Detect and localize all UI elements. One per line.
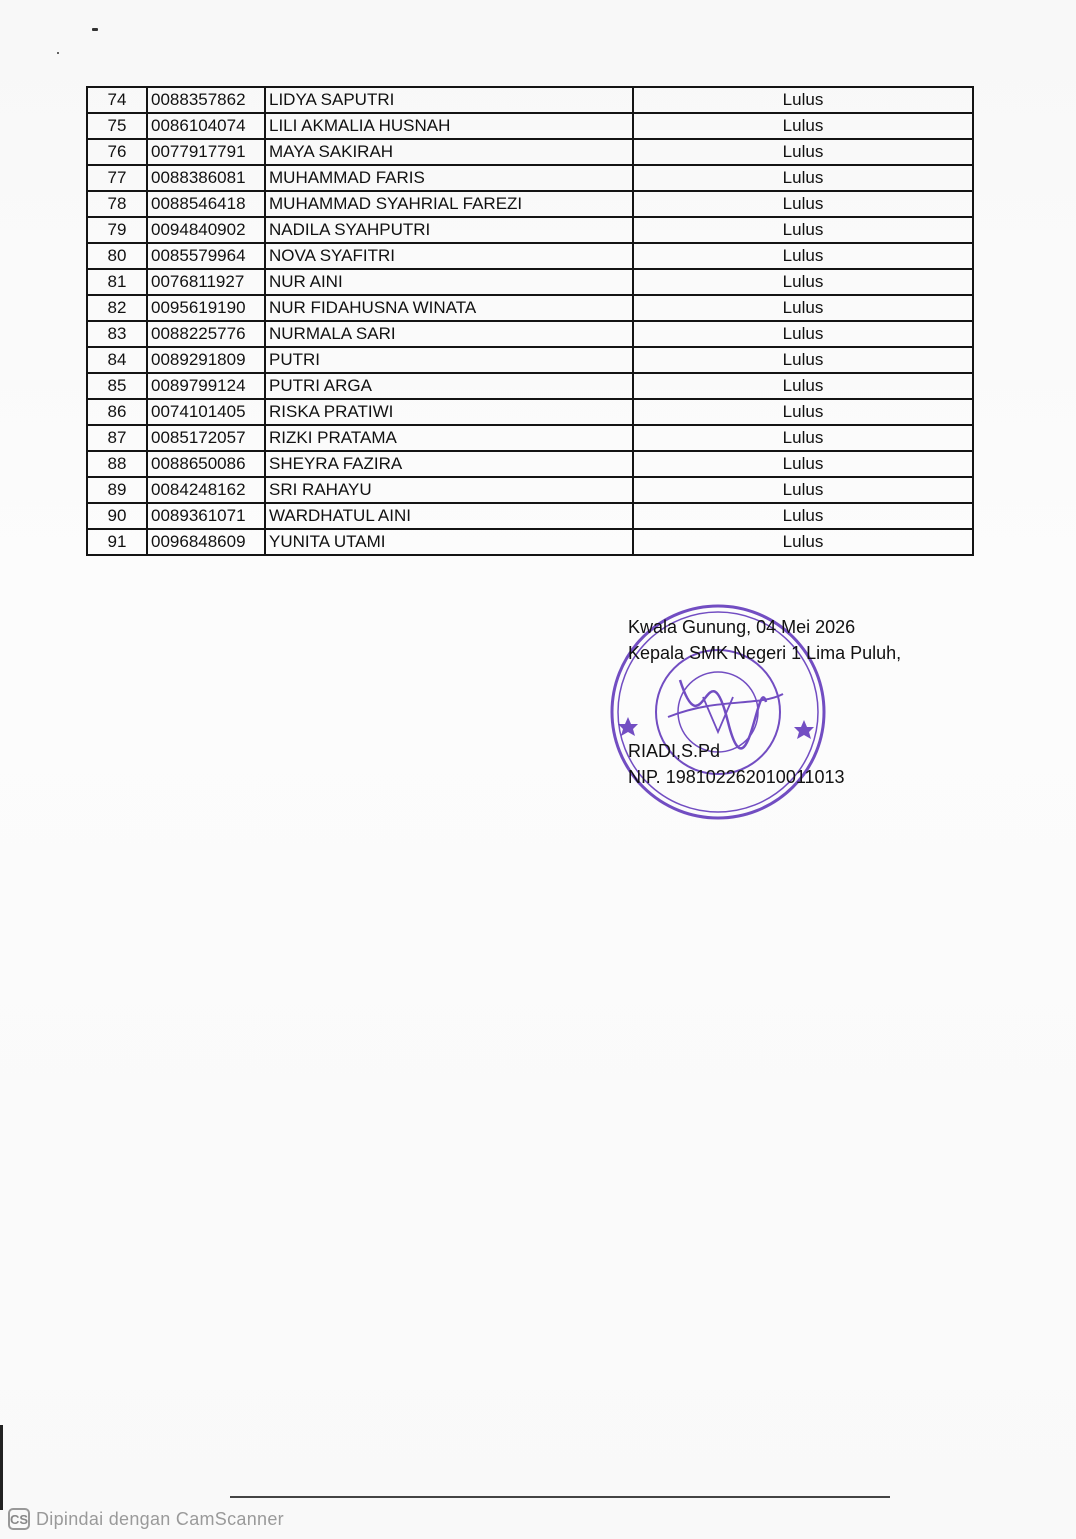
cell-number: 79 <box>87 217 147 243</box>
cell-student-name: LILI AKMALIA HUSNAH <box>265 113 633 139</box>
cell-number: 81 <box>87 269 147 295</box>
cell-number: 89 <box>87 477 147 503</box>
cell-status: Lulus <box>633 87 973 113</box>
table-row <box>87 347 973 373</box>
cell-number: 90 <box>87 503 147 529</box>
table-row <box>87 295 973 321</box>
cell-student-name: MUHAMMAD SYAHRIAL FAREZI <box>265 191 633 217</box>
cell-status: Lulus <box>633 269 973 295</box>
table-row <box>87 139 973 165</box>
cell-student-name: MAYA SAKIRAH <box>265 139 633 165</box>
scan-bottom-line <box>230 1496 890 1498</box>
table-row <box>87 191 973 217</box>
cell-number: 77 <box>87 165 147 191</box>
cell-student-name: PUTRI <box>265 347 633 373</box>
cell-status: Lulus <box>633 165 973 191</box>
cell-number: 82 <box>87 295 147 321</box>
cell-status: Lulus <box>633 451 973 477</box>
cell-nisn: 0089291809 <box>147 347 265 373</box>
cell-student-name: YUNITA UTAMI <box>265 529 633 555</box>
cell-number: 80 <box>87 243 147 269</box>
table-row <box>87 165 973 191</box>
cell-status: Lulus <box>633 399 973 425</box>
cell-status: Lulus <box>633 139 973 165</box>
cell-number: 91 <box>87 529 147 555</box>
cell-student-name: LIDYA SAPUTRI <box>265 87 633 113</box>
cell-nisn: 0085172057 <box>147 425 265 451</box>
cell-number: 86 <box>87 399 147 425</box>
table-row <box>87 425 973 451</box>
cell-nisn: 0085579964 <box>147 243 265 269</box>
cell-nisn: 0095619190 <box>147 295 265 321</box>
cell-number: 83 <box>87 321 147 347</box>
cell-student-name: NUR AINI <box>265 269 633 295</box>
cell-student-name: PUTRI ARGA <box>265 373 633 399</box>
table-row <box>87 373 973 399</box>
table-row <box>87 269 973 295</box>
scan-speck <box>57 52 59 54</box>
table-body <box>87 87 973 555</box>
cell-nisn: 0077917791 <box>147 139 265 165</box>
cell-status: Lulus <box>633 191 973 217</box>
table-row <box>87 87 973 113</box>
table-row <box>87 217 973 243</box>
cell-status: Lulus <box>633 321 973 347</box>
cell-status: Lulus <box>633 347 973 373</box>
table-row <box>87 243 973 269</box>
cell-status: Lulus <box>633 217 973 243</box>
cell-status: Lulus <box>633 295 973 321</box>
cell-student-name: NUR FIDAHUSNA WINATA <box>265 295 633 321</box>
scan-edge-mark <box>0 1425 3 1510</box>
cell-nisn: 0088650086 <box>147 451 265 477</box>
cell-student-name: WARDHATUL AINI <box>265 503 633 529</box>
cell-nisn: 0088225776 <box>147 321 265 347</box>
cell-nisn: 0074101405 <box>147 399 265 425</box>
cell-number: 88 <box>87 451 147 477</box>
cell-number: 76 <box>87 139 147 165</box>
cell-nisn: 0086104074 <box>147 113 265 139</box>
cell-student-name: RISKA PRATIWI <box>265 399 633 425</box>
table-row <box>87 477 973 503</box>
table-row <box>87 399 973 425</box>
signer-position: Kepala SMK Negeri 1 Lima Puluh, <box>628 643 902 663</box>
cell-nisn: 0089361071 <box>147 503 265 529</box>
cell-student-name: SHEYRA FAZIRA <box>265 451 633 477</box>
cell-number: 74 <box>87 87 147 113</box>
cell-nisn: 0084248162 <box>147 477 265 503</box>
cell-status: Lulus <box>633 503 973 529</box>
cell-nisn: 0089799124 <box>147 373 265 399</box>
signature-block <box>628 614 958 790</box>
cell-number: 78 <box>87 191 147 217</box>
table-row <box>87 321 973 347</box>
cell-student-name: MUHAMMAD FARIS <box>265 165 633 191</box>
cell-nisn: 0076811927 <box>147 269 265 295</box>
cell-nisn: 0088386081 <box>147 165 265 191</box>
camscanner-footer <box>8 1505 284 1533</box>
scan-speck <box>92 28 98 31</box>
cell-status: Lulus <box>633 373 973 399</box>
table-row <box>87 529 973 555</box>
cell-student-name: NOVA SYAFITRI <box>265 243 633 269</box>
cell-nisn: 0096848609 <box>147 529 265 555</box>
signer-name: RIADI,S.Pd <box>628 741 721 761</box>
cell-student-name: SRI RAHAYU <box>265 477 633 503</box>
cell-status: Lulus <box>633 113 973 139</box>
signer-nip: NIP. 198102262010011013 <box>628 767 845 787</box>
cell-status: Lulus <box>633 243 973 269</box>
graduation-results-table <box>86 86 974 556</box>
cell-status: Lulus <box>633 477 973 503</box>
cell-number: 84 <box>87 347 147 373</box>
camscanner-logo-icon: CS <box>8 1508 30 1530</box>
table-row <box>87 113 973 139</box>
cell-status: Lulus <box>633 529 973 555</box>
cell-number: 85 <box>87 373 147 399</box>
cell-status: Lulus <box>633 425 973 451</box>
cell-student-name: NURMALA SARI <box>265 321 633 347</box>
camscanner-footer-text: Dipindai dengan CamScanner <box>36 1508 284 1529</box>
cell-number: 75 <box>87 113 147 139</box>
table-row <box>87 451 973 477</box>
cell-student-name: NADILA SYAHPUTRI <box>265 217 633 243</box>
cell-nisn: 0088546418 <box>147 191 265 217</box>
cell-nisn: 0088357862 <box>147 87 265 113</box>
cell-nisn: 0094840902 <box>147 217 265 243</box>
cell-number: 87 <box>87 425 147 451</box>
place-date: Kwala Gunung, 04 Mei 2026 <box>628 617 856 637</box>
table-row <box>87 503 973 529</box>
cell-student-name: RIZKI PRATAMA <box>265 425 633 451</box>
